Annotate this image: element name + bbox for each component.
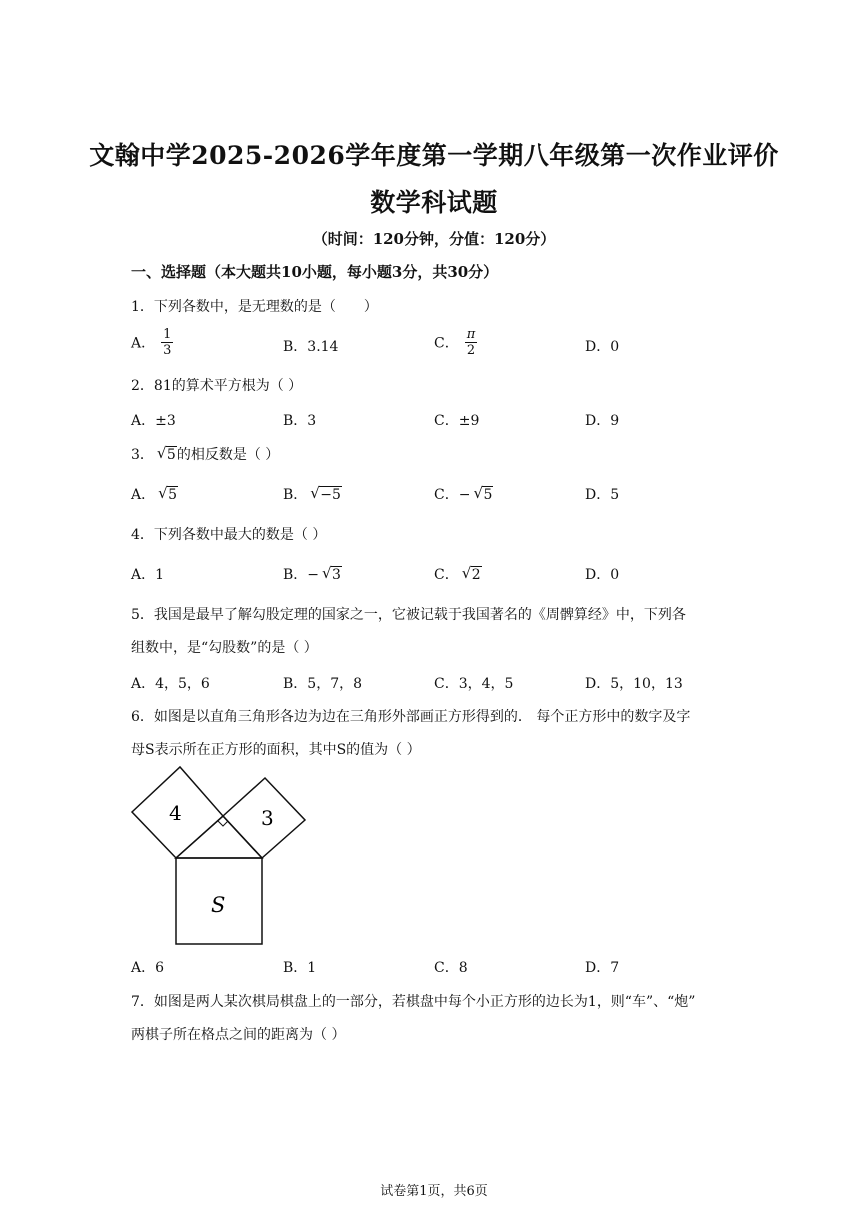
question-1-option-c: C． $\frac{\pi}{2}$ bbox=[434, 327, 476, 358]
question-5-option-b: B．5，7，8 bbox=[283, 676, 363, 692]
question-6-option-b: B．1 bbox=[283, 960, 317, 976]
question-6-option-d: D．7 bbox=[585, 960, 620, 976]
question-2-stem: 2．81的算术平方根为（ ） bbox=[131, 378, 303, 394]
question-5-option-d: D．5，10，13 bbox=[585, 676, 683, 692]
bottom-square-label: S bbox=[211, 893, 226, 917]
question-7-stem-line2: 两棋子所在格点之间的距离为（ ） bbox=[131, 1027, 346, 1043]
pythagoras-squares-figure bbox=[125, 760, 315, 955]
question-4-option-c: C． √ 2 bbox=[434, 564, 481, 583]
left-square-label: 4 bbox=[169, 801, 182, 825]
question-4-option-d: D．0 bbox=[585, 567, 620, 583]
question-2-option-c: C．±9 bbox=[434, 413, 480, 429]
question-1-option-b: B．3.14 bbox=[283, 339, 339, 355]
question-3-stem: 3． √ 5的相反数是（ ） bbox=[131, 444, 280, 463]
right-square-label: 3 bbox=[261, 806, 274, 830]
question-2-option-b: B．3 bbox=[283, 413, 317, 429]
question-6-option-c: C．8 bbox=[434, 960, 468, 976]
question-6-stem-line1: 6．如图是以直角三角形各边为边在三角形外部画正方形得到的． 每个正方形中的数字及字 bbox=[131, 709, 691, 725]
question-3-option-b: B． √ −5 bbox=[283, 484, 341, 503]
question-3-option-a: A． √ 5 bbox=[131, 484, 178, 503]
question-5-stem-line1: 5．我国是最早了解勾股定理的国家之一，它被记载于我国著名的《周髀算经》中，下列各 bbox=[131, 607, 686, 623]
question-5-option-c: C．3，4，5 bbox=[434, 676, 514, 692]
question-6-stem-line2: 母S表示所在正方形的面积，其中S的值为（ ） bbox=[131, 742, 421, 758]
question-4-option-b: B．− √ 3 bbox=[283, 564, 341, 583]
question-4-stem: 4．下列各数中最大的数是（ ） bbox=[131, 527, 327, 543]
question-6-option-a: A．6 bbox=[131, 960, 165, 976]
page-title-line1: 文翰中学2025-2026学年度第一学期八年级第一次作业评价 bbox=[89, 141, 779, 170]
page-title-line2: 数学科试题 bbox=[370, 188, 498, 217]
section-heading: 一、选择题（本大题共10小题，每小题3分，共30分） bbox=[131, 263, 499, 281]
exam-info: （时间：120分钟，分值：120分） bbox=[312, 230, 556, 248]
question-7-stem-line1: 7．如图是两人某次棋局棋盘上的一部分，若棋盘中每个小正方形的边长为1，则“车”、“炮” bbox=[131, 994, 696, 1010]
question-1-option-d: D．0 bbox=[585, 339, 620, 355]
page-footer: 试卷第1页，共6页 bbox=[380, 1184, 488, 1199]
question-4-option-a: A．1 bbox=[131, 567, 165, 583]
question-2-option-a: A．±3 bbox=[131, 413, 176, 429]
right-angle-mark bbox=[218, 821, 228, 826]
question-3-option-c: C．− √ 5 bbox=[434, 484, 493, 503]
question-5-option-a: A．4，5，6 bbox=[131, 676, 210, 692]
question-2-option-d: D．9 bbox=[585, 413, 620, 429]
question-3-option-d: D．5 bbox=[585, 487, 620, 503]
question-1-stem: 1．下列各数中，是无理数的是（ ） bbox=[131, 299, 378, 315]
question-1-option-a: A． $\frac{1}{3}$ bbox=[131, 327, 172, 358]
question-5-stem-line2: 组数中，是“勾股数”的是（ ） bbox=[131, 640, 318, 656]
